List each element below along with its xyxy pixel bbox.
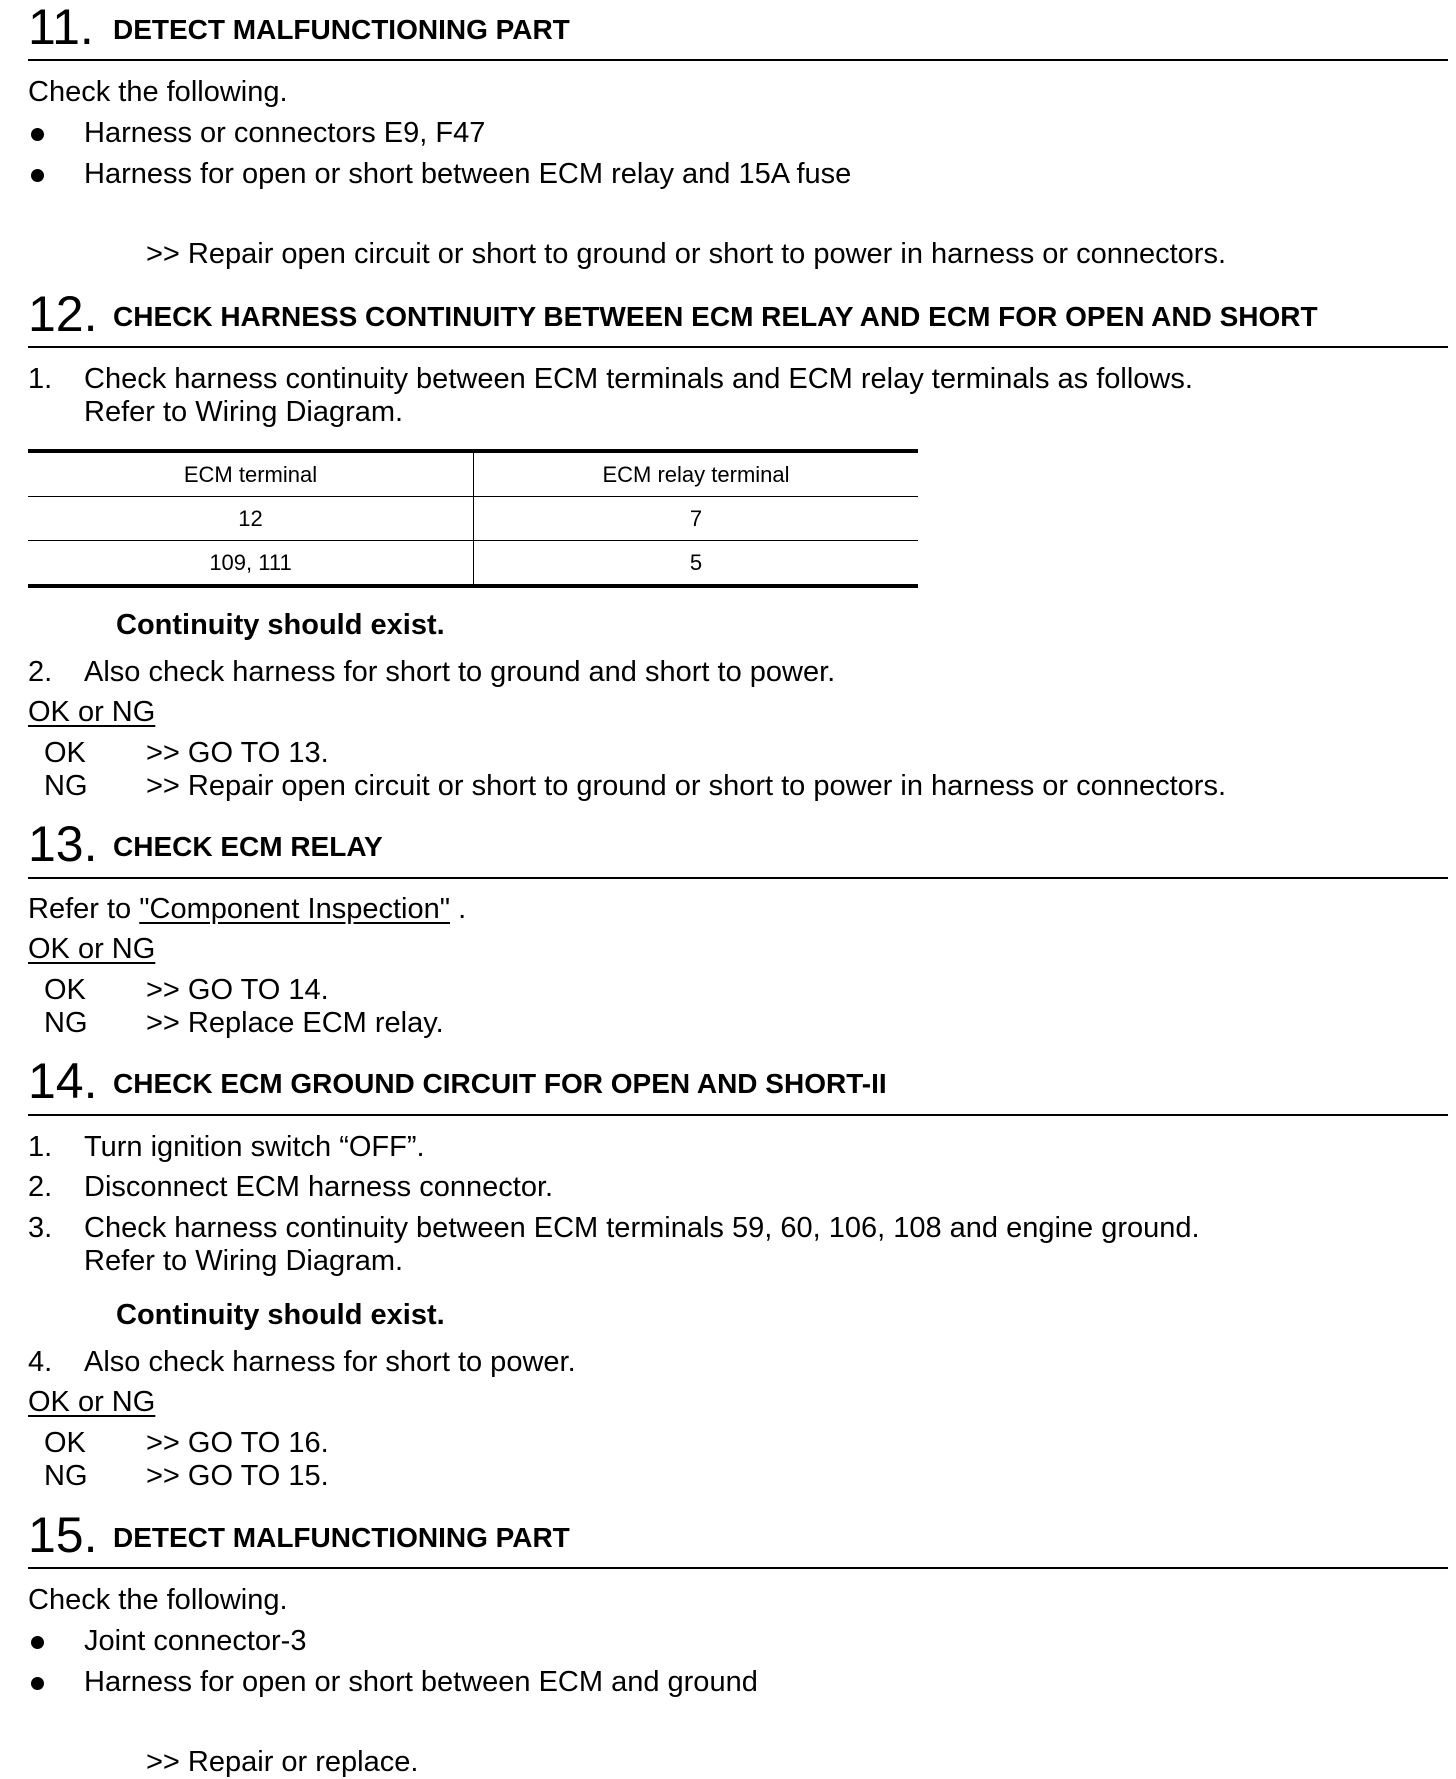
table-header: ECM terminal bbox=[28, 451, 474, 497]
section-title: CHECK ECM GROUND CIRCUIT FOR OPEN AND SHORT-II bbox=[113, 1068, 887, 1099]
bullet-icon bbox=[31, 169, 44, 182]
step-number: 4. bbox=[28, 1346, 53, 1378]
step-number: 1. bbox=[28, 1131, 53, 1163]
table-cell: 5 bbox=[474, 541, 919, 587]
table-cell: 7 bbox=[474, 497, 919, 541]
section-divider bbox=[28, 1114, 1448, 1116]
section-title: CHECK HARNESS CONTINUITY BETWEEN ECM RELAY AND ECM FOR OPEN AND SHORT bbox=[113, 301, 1318, 332]
ok-label: OK bbox=[44, 737, 86, 769]
step-text: Check harness continuity between ECM terminals and ECM relay terminals as follows. bbox=[84, 363, 1193, 395]
section-divider bbox=[28, 346, 1448, 348]
bullet-icon bbox=[31, 1677, 44, 1690]
step-text: Refer to Wiring Diagram. bbox=[84, 1245, 404, 1277]
ok-or-ng-label: OK or NG bbox=[28, 933, 156, 965]
section-number: 11. bbox=[28, 0, 94, 55]
ng-action: >> Replace ECM relay. bbox=[146, 1007, 444, 1039]
ng-label: NG bbox=[44, 1460, 88, 1492]
action-text: >> Repair open circuit or short to ground or short to power in harness or connectors. bbox=[146, 238, 1227, 270]
section-title: CHECK ECM RELAY bbox=[113, 831, 383, 862]
terminal-table bbox=[28, 449, 918, 588]
step-text: Disconnect ECM harness connector. bbox=[84, 1171, 554, 1203]
step-number: 3. bbox=[28, 1212, 53, 1244]
ok-action: >> GO TO 14. bbox=[146, 974, 329, 1006]
list-item: Joint connector-3 bbox=[84, 1625, 307, 1657]
table-cell: 12 bbox=[28, 497, 474, 541]
ok-or-ng-label: OK or NG bbox=[28, 1386, 156, 1418]
ok-label: OK bbox=[44, 974, 86, 1006]
section-number: 14. bbox=[28, 1053, 98, 1109]
table-row bbox=[28, 541, 918, 587]
table-header: ECM relay terminal bbox=[474, 451, 919, 497]
refer-line bbox=[28, 892, 466, 926]
list-item: Harness for open or short between ECM relay and 15A fuse bbox=[84, 158, 852, 190]
ng-action: >> GO TO 15. bbox=[146, 1460, 329, 1492]
table-cell: 109, 111 bbox=[28, 541, 474, 587]
component-inspection-link[interactable]: "Component Inspection" bbox=[139, 893, 451, 925]
section-number: 15. bbox=[28, 1507, 98, 1563]
ok-or-ng-label: OK or NG bbox=[28, 696, 156, 728]
ng-action: >> Repair open circuit or short to ground or short to power in harness or connectors. bbox=[146, 770, 1227, 802]
bullet-icon bbox=[31, 128, 44, 141]
bullet-icon bbox=[31, 1636, 44, 1649]
intro-text: Check the following. bbox=[28, 1584, 288, 1616]
step-text: Check harness continuity between ECM terminals 59, 60, 106, 108 and engine ground. bbox=[84, 1212, 1200, 1244]
list-item: Harness or connectors E9, F47 bbox=[84, 117, 486, 149]
list-item: Harness for open or short between ECM and ground bbox=[84, 1666, 758, 1698]
section-divider bbox=[28, 59, 1448, 61]
table-row bbox=[28, 497, 918, 541]
section-divider bbox=[28, 877, 1448, 879]
step-text: Turn ignition switch “OFF”. bbox=[84, 1131, 425, 1163]
step-number: 2. bbox=[28, 656, 53, 688]
step-number: 1. bbox=[28, 363, 53, 395]
ng-label: NG bbox=[44, 1007, 88, 1039]
step-text: Also check harness for short to power. bbox=[84, 1346, 576, 1378]
section-divider bbox=[28, 1567, 1448, 1569]
step-text: Refer to Wiring Diagram. bbox=[84, 396, 404, 428]
refer-prefix: Refer to bbox=[28, 893, 132, 925]
ok-action: >> GO TO 16. bbox=[146, 1427, 329, 1459]
section-number: 13. bbox=[28, 816, 98, 872]
section-title: DETECT MALFUNCTIONING PART bbox=[113, 1522, 570, 1553]
refer-suffix: . bbox=[458, 893, 467, 925]
spec-text: Continuity should exist. bbox=[116, 609, 445, 641]
section-number: 12. bbox=[28, 286, 98, 342]
ng-label: NG bbox=[44, 770, 88, 802]
step-number: 2. bbox=[28, 1171, 53, 1203]
spec-text: Continuity should exist. bbox=[116, 1299, 445, 1331]
section-title: DETECT MALFUNCTIONING PART bbox=[113, 14, 570, 45]
action-text: >> Repair or replace. bbox=[146, 1746, 419, 1778]
step-text: Also check harness for short to ground and short to power. bbox=[84, 656, 836, 688]
table-header-row bbox=[28, 451, 918, 497]
intro-text: Check the following. bbox=[28, 76, 288, 108]
ok-label: OK bbox=[44, 1427, 86, 1459]
ok-action: >> GO TO 13. bbox=[146, 737, 329, 769]
